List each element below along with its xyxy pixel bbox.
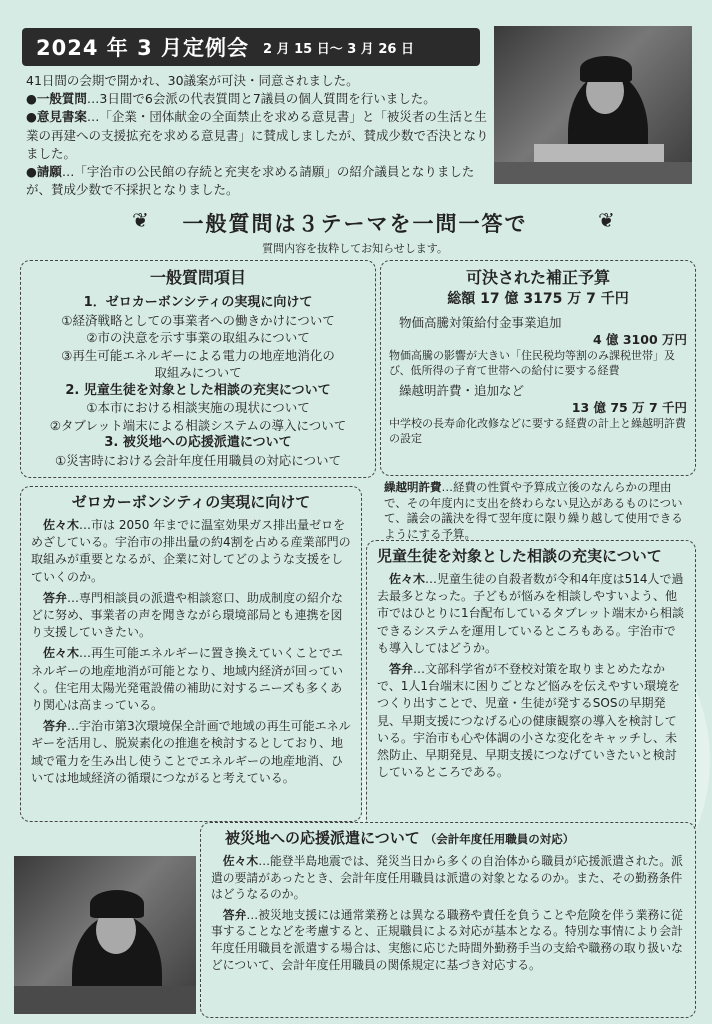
budget-item1-amount: 4 億 3100 万円 [592,332,687,347]
disaster-q1: 佐々木…能登半島地震では、発災当日から多くの自治体から職員が応援派遣された。派遣の要請があったとき、会計年度任用職員は派遣の対象となるのか。また、その勤務条件はどうなるのか。 [211,854,683,902]
zero-carbon-title: ゼロカーボンシティの実現に向けて [71,493,311,511]
topic-1-item: 取組みについて [154,365,242,380]
disaster-dispatch-box [200,822,696,1018]
budget-item2-amount: 13 億 75 万 7 千円 [571,400,687,415]
topic-1: 1．ゼロカーボンシティの実現に向けて [83,295,313,310]
student-q1: 佐々木…児童生徒の自殺者数が令和4年度は514人で過去最多となった。子どもが悩みを相談しやすいよう、他市ではひとりに1台配布しているタブレット端末から相談できるシステムを運用しているところもある。宇治市でも導入してはどうか。 [377,572,685,655]
topic-2: 2. 児童生徒を対象とした相談の充実について [65,382,331,398]
session-title-bar [22,28,480,66]
topic-2-item: ②タブレット端末による相談システムの導入について [49,417,347,433]
zero-carbon-a2: 答弁…宇治市第3次環境保全計画で地域の再生可能エネルギーを活用し、脱炭素化の推進を検討するとしており、地域で電力を生み出し使うことでエネルギーの地産地消、ひいては地域経済の循環につながると考えている。 [31,719,351,785]
topic-1-item: ②市の決意を示す事業の取組みについて [86,330,310,345]
topic-3-item: ①災害時における会計年度任用職員の対応について [55,452,341,468]
plant-icon-left: ❦ [132,208,149,232]
topic-3: 3. 被災地への応援派遣について [104,435,292,450]
session-title: 2024 年 3 月定例会 [36,36,249,60]
main-subheading: 質問内容を抜粋してお知らせします。 [262,242,448,255]
student-consultation-box [366,540,696,836]
budget-item2-note: 中学校の長寿命化改修などに要する経費の計上と繰越明許費の設定 [389,417,686,445]
topic-2-item: ①本市における相談実施の現状について [86,400,310,415]
budget-item2-label: 繰越明許費・追加など [399,383,525,398]
student-a1: 答弁…文部科学省が不登校対策を取りまとめたなかで、1人1台端末に困りごとなど悩みを伝えやすい環境をつくり出すことで、児童・生徒が発するSOSの早期発見、早期支援につなげる心の健康観察の導入を検討している。宇治市も心や体調の小さな変化をキャッチし、未然防止、早期発見、早期支援につなげていきたいと検討しているところである。 [377,662,681,780]
carryover-note: 繰越明許費…経費の性質や予算成立後のなんらかの理由で、その年度内に支出を終わらない見込があるものについて、議会の議決を得て翌年度に限り繰り越して使用できるようにする予算。 [384,480,683,541]
zero-carbon-q1: 佐々木…市は 2050 年までに温室効果ガス排出量ゼロをめざしている。宇治市の排出量の約4割を占める産業部門の取組みが重要となるが、企業に対してどのような支援をしていくのか。 [31,518,351,584]
intro-summary: 41日間の会期で開かれ、30議案が可決・同意されました。 [26,73,359,88]
speaker-photo-bottom [14,856,196,1014]
topic-1-item: ①経済戦略としての事業者への働きかけについて [61,312,335,328]
session-intro [26,72,492,199]
disaster-title-row [211,827,685,848]
question-topics-list [27,294,369,469]
zero-carbon-box [20,486,362,822]
zero-carbon-a1: 答弁…専門相談員の派遣や相談窓口、助成制度の紹介などに努め、事業者の声を聞きながら環境部局とも連携を図り支援していきたい。 [31,590,344,640]
topic-1-item: ③再生可能エネルギーによる電力の地産地消化の [61,347,335,363]
budget-total: 総額 17 億 3175 万 7 千円 [447,291,629,307]
main-heading: 一般質問は３テーマを一問一答で [182,212,528,236]
question-topics-title: 一般質問項目 [149,268,246,287]
disaster-title-sub: （会計年度任用職員の対応） [424,832,575,846]
intro-general: ●一般質問…3日間で6会派の代表質問と7議員の個人質問を行いました。 [26,91,436,107]
intro-petition: ●請願…「宇治市の公民館の存続と充実を求める請願」の紹介議員となりましたが、賛成少数で不採択となりました。 [26,164,475,198]
budget-item1-note: 物価高騰の影響が大きい「住民税均等割のみ課税世帯」及び、低所得の子育て世帯への給付に要する経費 [389,349,675,377]
budget-item1-label: 物価高騰対策給付金事業追加 [399,315,562,330]
disaster-title: 被災地への応援派遣について [225,829,420,847]
session-dates: 2 月 15 日～ 3 月 26 日 [263,41,414,57]
question-topics-box [20,260,376,478]
student-consultation-title: 児童生徒を対象とした相談の充実について [377,547,662,565]
zero-carbon-q2: 佐々木…再生可能エネルギーに置き換えていくことでエネルギーの地産地消が可能となり、地域内経済が回っていく。住宅用太陽光発電設備の補助に対するニーズも多くあり関心は高まっている。 [31,646,344,713]
budget-box [380,260,696,476]
intro-opinion: ●意見書案…「企業・団体献金の全面禁止を求める意見書」と「被災者の生活と生業の再建への支援拡充を求める意見書」に賛成しましたが、賛成少数で否決となりました。 [26,109,489,161]
disaster-a1: 答弁…被災地支援には通常業務とは異なる職務や責任を負うことや危険を伴う業務に従事することなどを考慮すると、正規職員による対応が基本となる。特別な事情により会計年度任用職員を派遣する場合は、実態に応じた時間外勤務手当の支給や職務の取り扱いなどについて、会計年度任用職員の関係規定に基づき対応する。 [211,907,683,972]
speaker-photo-top [494,26,692,184]
budget-title: 可決された補正予算 [465,268,610,287]
plant-icon-right: ❦ [598,208,615,232]
